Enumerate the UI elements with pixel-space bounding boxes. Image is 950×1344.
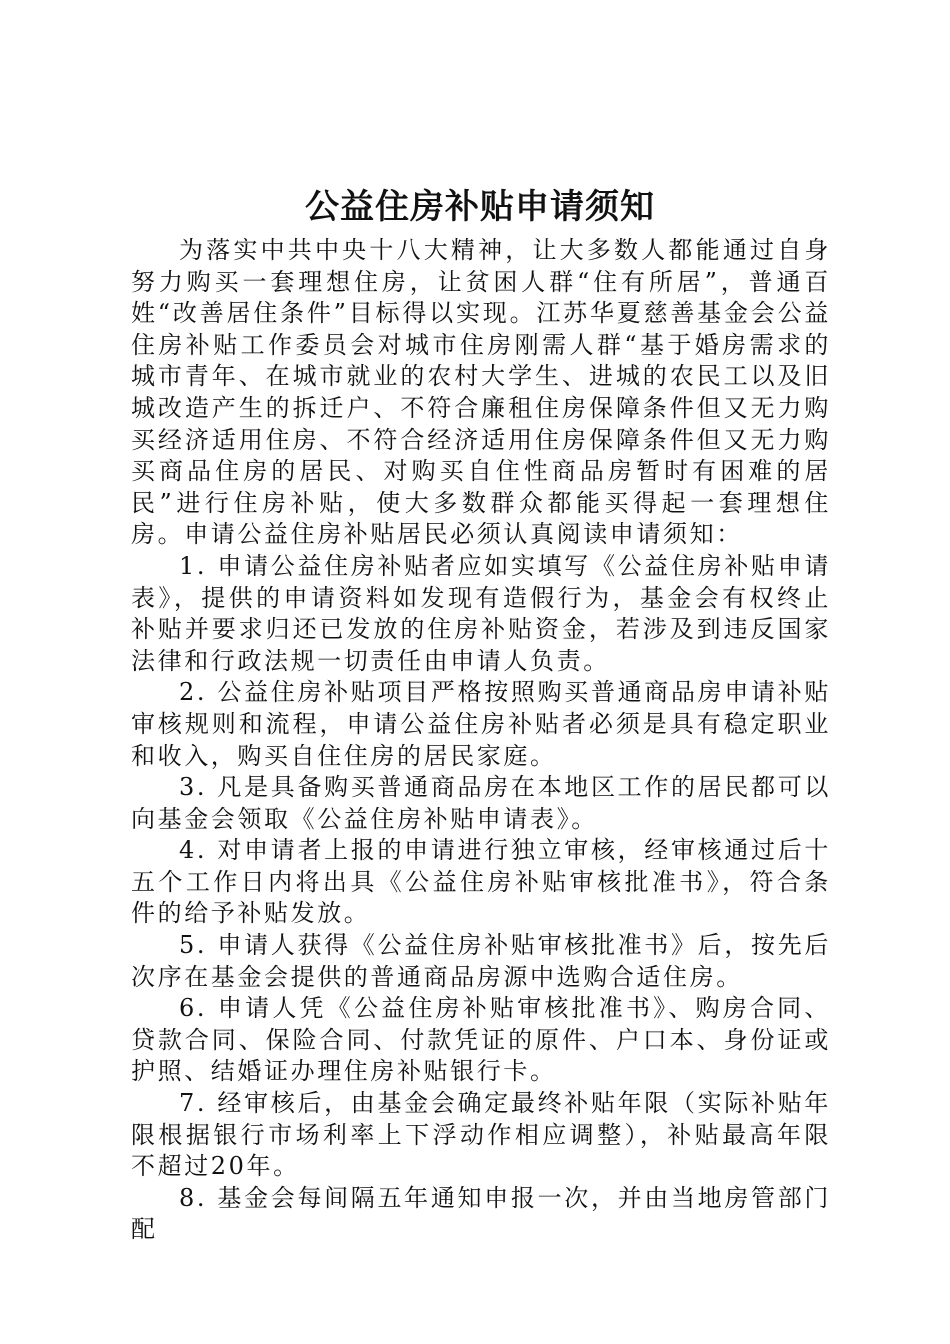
list-item: 7. 经审核后，由基金会确定最终补贴年限（实际补贴年限根据银行市场利率上下浮动作相应调整），补贴最高年限不超过20年。 (131, 1089, 831, 1181)
list-item: 8. 基金会每间隔五年通知申报一次，并由当地房管部门配 (131, 1183, 831, 1244)
list-item: 3. 凡是具备购买普通商品房在本地区工作的居民都可以向基金会领取《公益住房补贴申请表》。 (131, 773, 831, 833)
document-body (131, 235, 831, 1246)
list-item: 2. 公益住房补贴项目严格按照购买普通商品房申请补贴审核规则和流程，申请公益住房补贴者必须是具有稳定职业和收入，购买自住住房的居民家庭。 (131, 678, 831, 770)
document-title: 公益住房补贴申请须知 (305, 187, 655, 227)
list-item: 6. 申请人凭《公益住房补贴审核批准书》、购房合同、贷款合同、保险合同、付款凭证的原件、户口本、身份证或护照、结婚证办理住房补贴银行卡。 (131, 994, 831, 1086)
list-item: 4. 对申请者上报的申请进行独立审核，经审核通过后十五个工作日内将出具《公益住房补贴审核批准书》，符合条件的给予补贴发放。 (131, 836, 831, 928)
list-item: 1. 申请公益住房补贴者应如实填写《公益住房补贴申请表》，提供的申请资料如发现有造假行为，基金会有权终止补贴并要求归还已发放的住房补贴资金，若涉及到违反国家法律和行政法规一切责任由申请人负责。 (131, 551, 831, 675)
list-item: 5. 申请人获得《公益住房补贴审核批准书》后，按先后次序在基金会提供的普通商品房源中选购合适住房。 (131, 931, 831, 991)
intro-paragraph: 为落实中共中央十八大精神，让大多数人都能通过自身努力购买一套理想住房，让贫困人群“住有所居”，普通百姓“改善居住条件”目标得以实现。江苏华夏慈善基金会公益住房补贴工作委员会对城市住房刚需人群“基于婚房需求的城市青年、在城市就业的农村大学生、进城的农民工以及旧城改造产生的拆迁户、不符合廉租住房保障条件但又无力购买经济适用住房、不符合经济适用住房保障条件但又无力购买商品住房的居民、对购买自住性商品房暂时有困难的居民”进行住房补贴，使大多数群众都能买得起一套理想住房。申请公益住房补贴居民必须认真阅读申请须知： (131, 236, 831, 549)
